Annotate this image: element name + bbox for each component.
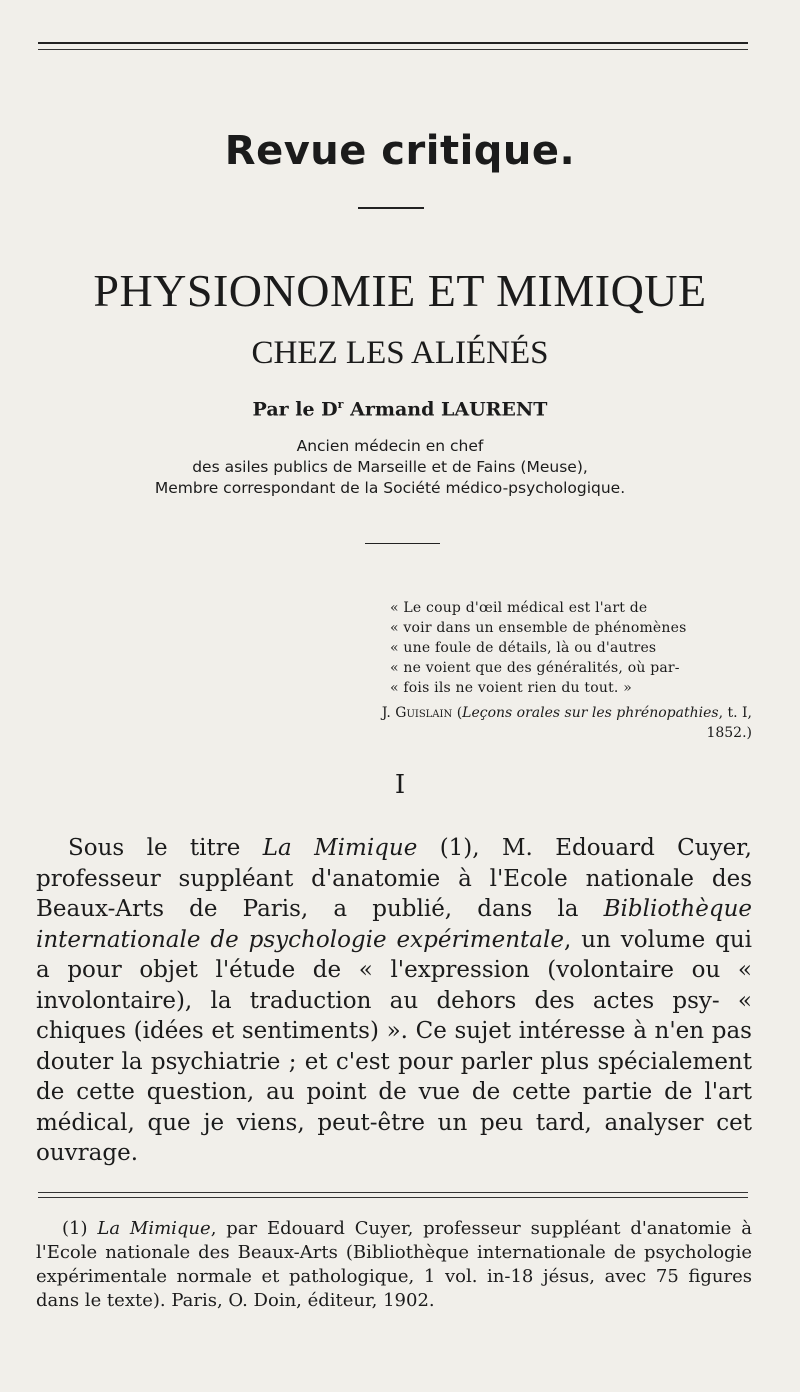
body-emphasis: La Mimique <box>262 835 418 861</box>
epigraph-line: « fois ils ne voient rien du tout. » <box>390 680 632 696</box>
body-paragraph <box>36 833 752 1169</box>
article-subtitle: CHEZ LES ALIÉNÉS <box>251 335 549 371</box>
top-rule-thin <box>38 49 748 50</box>
section-number: I <box>394 770 406 800</box>
credential-line: Membre correspondant de la Société médico-psychologique. <box>154 479 626 497</box>
footnote <box>36 1217 752 1313</box>
epigraph-work: Leçons orales sur les phrénopathies <box>462 705 719 721</box>
credential-line: Ancien médecin en chef <box>296 437 484 455</box>
epigraph-attribution <box>380 703 752 743</box>
credentials-divider <box>365 543 440 544</box>
footnote-marker: (1) <box>62 1218 98 1239</box>
author-name: Armand LAURENT <box>350 398 548 421</box>
body-text: Sous le titre <box>68 835 263 861</box>
epigraph-line: « une foule de détails, là ou d'autres <box>390 640 657 656</box>
credential-line: des asiles publics de Marseille et de Fains (Meuse), <box>192 458 588 476</box>
title-divider <box>358 207 424 209</box>
top-rule <box>38 42 748 44</box>
body-text: , un volume qui a pour objet l'étude de « l'expression (volontaire ou « involontaire), la traduction au dehors des actes psy- « chiques (idées et sentiments) ». Ce sujet intéresse à n'en pas douter la psychiatrie ; et c'est pour parler plus spécialement de cette question, au point de vue de cette partie de l'art médical, que je viens, peut-être un peu tard, analyser cet ouvrage. <box>36 926 752 1166</box>
epigraph-author: J. Guislain <box>381 705 453 721</box>
footnote-work: La Mimique <box>97 1218 211 1239</box>
epigraph-open-paren: ( <box>456 705 463 721</box>
body-text: (1), M. Edouard Cuyer, professeur suppléant d'anatomie à l'Ecole nationale des Beaux-Arts de Paris, a publié, dans la <box>36 835 752 922</box>
epigraph-line: « ne voient que des généralités, où par- <box>390 660 680 676</box>
epigraph <box>390 598 752 698</box>
byline-prefix: Par le D <box>252 398 338 421</box>
body-emphasis: Bibliothèque internationale de psychologie expérimentale <box>36 896 752 953</box>
epigraph-line: « voir dans un ensemble de phénomènes <box>390 620 687 636</box>
footnote-rule-thin <box>38 1197 748 1198</box>
author-credentials <box>110 436 670 499</box>
footnote-rule <box>38 1192 748 1193</box>
byline <box>0 398 800 420</box>
article-title: PHYSIONOMIE ET MIMIQUE <box>93 265 707 316</box>
epigraph-detail: , t. I, 1852.) <box>706 705 752 741</box>
footnote-text: , par Edouard Cuyer, professeur suppléant d'anatomie à l'Ecole nationale des Beaux-Arts (Bibliothèque internationale de psychologie expérimentale normale et pathologique, 1 vol. in-18 jésus, avec 75 figures dans le texte). Paris, O. Doin, éditeur, 1902. <box>36 1218 753 1311</box>
epigraph-line: « Le coup d'œil médical est l'art de <box>390 600 648 616</box>
section-title: Revue critique. <box>224 128 576 174</box>
byline-sup: r <box>337 398 344 411</box>
